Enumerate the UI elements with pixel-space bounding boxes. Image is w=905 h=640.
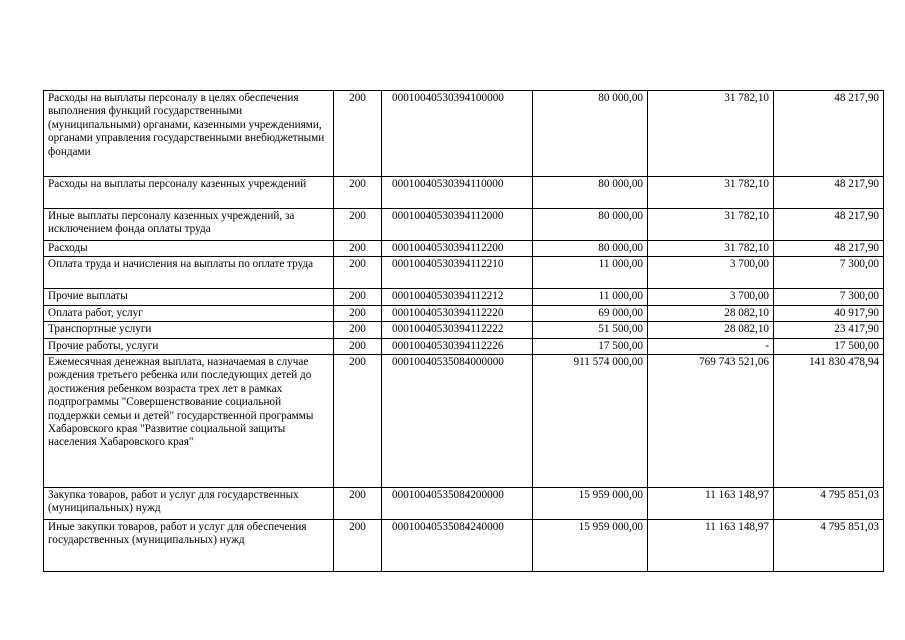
row-kbk: 00010040530394112200 [382, 241, 533, 257]
row-name: Расходы [44, 241, 334, 257]
row-line-code: 200 [334, 488, 382, 520]
row-executed: 28 082,10 [648, 322, 774, 338]
table-row [44, 322, 884, 338]
row-name: Прочие работы, услуги [44, 338, 334, 354]
row-executed: 31 782,10 [648, 177, 774, 209]
row-kbk: 00010040530394112000 [382, 209, 533, 241]
row-approved: 80 000,00 [533, 241, 648, 257]
row-kbk: 00010040530394100000 [382, 91, 533, 177]
row-approved: 11 000,00 [533, 257, 648, 289]
row-approved: 911 574 000,00 [533, 355, 648, 488]
row-executed: 31 782,10 [648, 91, 774, 177]
row-unexecuted: 48 217,90 [774, 241, 884, 257]
row-executed: 11 163 148,97 [648, 520, 774, 572]
row-unexecuted: 141 830 478,94 [774, 355, 884, 488]
row-name: Закупка товаров, работ и услуг для государственных (муниципальных) нужд [44, 488, 334, 520]
row-name: Иные закупки товаров, работ и услуг для обеспечения государственных (муниципальных) нужд [44, 520, 334, 572]
row-unexecuted: 7 300,00 [774, 289, 884, 305]
row-unexecuted: 48 217,90 [774, 209, 884, 241]
row-kbk: 00010040535084000000 [382, 355, 533, 488]
row-name: Транспортные услуги [44, 322, 334, 338]
row-name: Оплата работ, услуг [44, 305, 334, 321]
row-executed: 28 082,10 [648, 305, 774, 321]
row-executed: 769 743 521,06 [648, 355, 774, 488]
row-kbk: 00010040530394112220 [382, 305, 533, 321]
row-kbk: 00010040535084240000 [382, 520, 533, 572]
row-executed: 3 700,00 [648, 257, 774, 289]
row-kbk: 00010040530394112222 [382, 322, 533, 338]
table-row [44, 241, 884, 257]
row-line-code: 200 [334, 209, 382, 241]
row-unexecuted: 48 217,90 [774, 177, 884, 209]
row-line-code: 200 [334, 338, 382, 354]
row-name: Ежемесячная денежная выплата, назначаемая в случае рождения третьего ребенка или последующих детей до достижения ребенком возраста трех лет в рамках подпрограммы "Совершенствование социальной поддержки семьи и детей" государственной программы Хабаровского края "Развитие социальной защиты населения Хабаровского края" [44, 355, 334, 488]
table-row [44, 177, 884, 209]
row-approved: 80 000,00 [533, 177, 648, 209]
row-executed: 11 163 148,97 [648, 488, 774, 520]
row-approved: 15 959 000,00 [533, 520, 648, 572]
row-unexecuted: 7 300,00 [774, 257, 884, 289]
row-line-code: 200 [334, 177, 382, 209]
row-approved: 80 000,00 [533, 91, 648, 177]
row-executed: 3 700,00 [648, 289, 774, 305]
row-line-code: 200 [334, 289, 382, 305]
row-name: Расходы на выплаты персоналу казенных учреждений [44, 177, 334, 209]
table-row [44, 355, 884, 488]
table-row [44, 520, 884, 572]
row-kbk: 00010040530394112210 [382, 257, 533, 289]
row-line-code: 200 [334, 241, 382, 257]
table-row [44, 257, 884, 289]
row-unexecuted: 23 417,90 [774, 322, 884, 338]
row-kbk: 00010040530394112226 [382, 338, 533, 354]
row-name: Расходы на выплаты персоналу в целях обеспечения выполнения функций государственными (муниципальными) органами, казенными учреждениями, органами управления государственными внебюджетными фондами [44, 91, 334, 177]
table-row [44, 488, 884, 520]
row-unexecuted: 17 500,00 [774, 338, 884, 354]
row-kbk: 00010040530394110000 [382, 177, 533, 209]
row-name: Оплата труда и начисления на выплаты по оплате труда [44, 257, 334, 289]
row-executed: 31 782,10 [648, 209, 774, 241]
row-approved: 69 000,00 [533, 305, 648, 321]
row-unexecuted: 4 795 851,03 [774, 520, 884, 572]
row-name: Прочие выплаты [44, 289, 334, 305]
table-row [44, 338, 884, 354]
budget-table [43, 90, 884, 572]
row-approved: 80 000,00 [533, 209, 648, 241]
table-row [44, 209, 884, 241]
row-kbk: 00010040535084200000 [382, 488, 533, 520]
row-line-code: 200 [334, 305, 382, 321]
row-approved: 11 000,00 [533, 289, 648, 305]
row-approved: 17 500,00 [533, 338, 648, 354]
row-executed: - [648, 338, 774, 354]
table-row [44, 289, 884, 305]
row-line-code: 200 [334, 322, 382, 338]
row-line-code: 200 [334, 91, 382, 177]
row-approved: 15 959 000,00 [533, 488, 648, 520]
table-row [44, 91, 884, 177]
row-unexecuted: 4 795 851,03 [774, 488, 884, 520]
row-line-code: 200 [334, 520, 382, 572]
row-unexecuted: 48 217,90 [774, 91, 884, 177]
row-approved: 51 500,00 [533, 322, 648, 338]
row-line-code: 200 [334, 257, 382, 289]
row-executed: 31 782,10 [648, 241, 774, 257]
table-row [44, 305, 884, 321]
row-unexecuted: 40 917,90 [774, 305, 884, 321]
row-kbk: 00010040530394112212 [382, 289, 533, 305]
row-name: Иные выплаты персоналу казенных учреждений, за исключением фонда оплаты труда [44, 209, 334, 241]
row-line-code: 200 [334, 355, 382, 488]
